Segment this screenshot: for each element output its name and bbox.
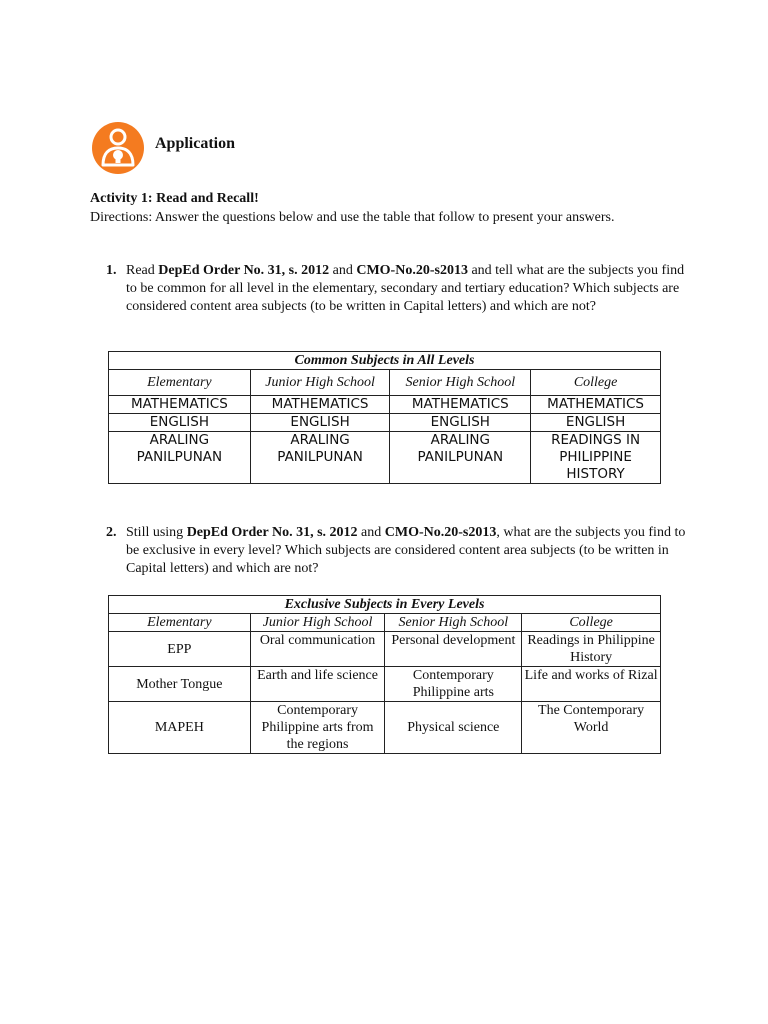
question-1 [106,262,686,316]
table-row [109,667,661,702]
table-cell: ARALING PANILPUNAN [109,432,251,484]
header-college: College [531,370,661,396]
person-bulb-icon [92,122,144,174]
table-cell: EPP [109,632,251,667]
reference-cmo: CMO-No.20-s2013 [356,263,468,278]
section-header [92,122,235,174]
table-cell: Personal development [385,632,522,667]
exclusive-subjects-table [108,595,661,754]
table-cell: MATHEMATICS [250,396,390,414]
table-cell: MATHEMATICS [109,396,251,414]
table-cell: ENGLISH [109,414,251,432]
header-elementary: Elementary [109,614,251,632]
header-senior-high: Senior High School [385,614,522,632]
table-row [109,432,661,484]
table-caption: Common Subjects in All Levels [109,352,661,370]
question-text: Still using DepEd Order No. 31, s. 2012 and CMO-No.20-s2013, what are the subjects you find to be exclusive in every level? Which subjects are considered content area subjects (to be written in Capital letters) and which are not? [126,525,686,576]
header-elementary: Elementary [109,370,251,396]
table-row [109,396,661,414]
table-cell: MATHEMATICS [390,396,531,414]
table-cell: Life and works of Rizal [522,667,661,702]
activity-title: Activity 1: Read and Recall! [90,191,259,206]
table-cell: Physical science [385,702,522,754]
header-junior-high: Junior High School [250,614,385,632]
table-row [109,702,661,754]
table-cell: Mother Tongue [109,667,251,702]
question-text: Read DepEd Order No. 31, s. 2012 and CMO-No.20-s2013 and tell what are the subjects you find to be common for all level in the elementary, secondary and tertiary education? Which subjects are considered content area subjects (to be written in Capital letters) and which are not? [126,263,685,314]
table-cell: Readings in Philippine History [522,632,661,667]
table-cell: Earth and life science [250,667,385,702]
table-cell: ENGLISH [250,414,390,432]
header-junior-high: Junior High School [250,370,390,396]
table-cell: READINGS IN PHILIPPINE HISTORY [531,432,661,484]
section-title: Application [155,135,236,152]
table-cell: Contemporary Philippine arts [385,667,522,702]
header-senior-high: Senior High School [390,370,531,396]
header-college: College [522,614,661,632]
table-cell: MATHEMATICS [531,396,661,414]
question-2 [106,524,686,578]
table-row [109,414,661,432]
table-cell: ENGLISH [531,414,661,432]
reference-deped-order: DepEd Order No. 31, s. 2012 [186,525,358,540]
question-number: 2. [106,525,117,540]
table-cell: ENGLISH [390,414,531,432]
table-row [109,632,661,667]
table-cell: MAPEH [109,702,251,754]
question-number: 1. [106,263,117,278]
directions-text: Directions: Answer the questions below and use the table that follow to present your answers. [90,210,615,225]
table-caption: Exclusive Subjects in Every Levels [109,596,661,614]
reference-deped-order: DepEd Order No. 31, s. 2012 [158,263,330,278]
table-cell: ARALING PANILPUNAN [250,432,390,484]
table-cell: The Contemporary World [522,702,661,754]
common-subjects-table [108,351,661,484]
table-cell: ARALING PANILPUNAN [390,432,531,484]
table-cell: Oral communication [250,632,385,667]
table-cell: Contemporary Philippine arts from the regions [250,702,385,754]
reference-cmo: CMO-No.20-s2013 [384,525,497,540]
